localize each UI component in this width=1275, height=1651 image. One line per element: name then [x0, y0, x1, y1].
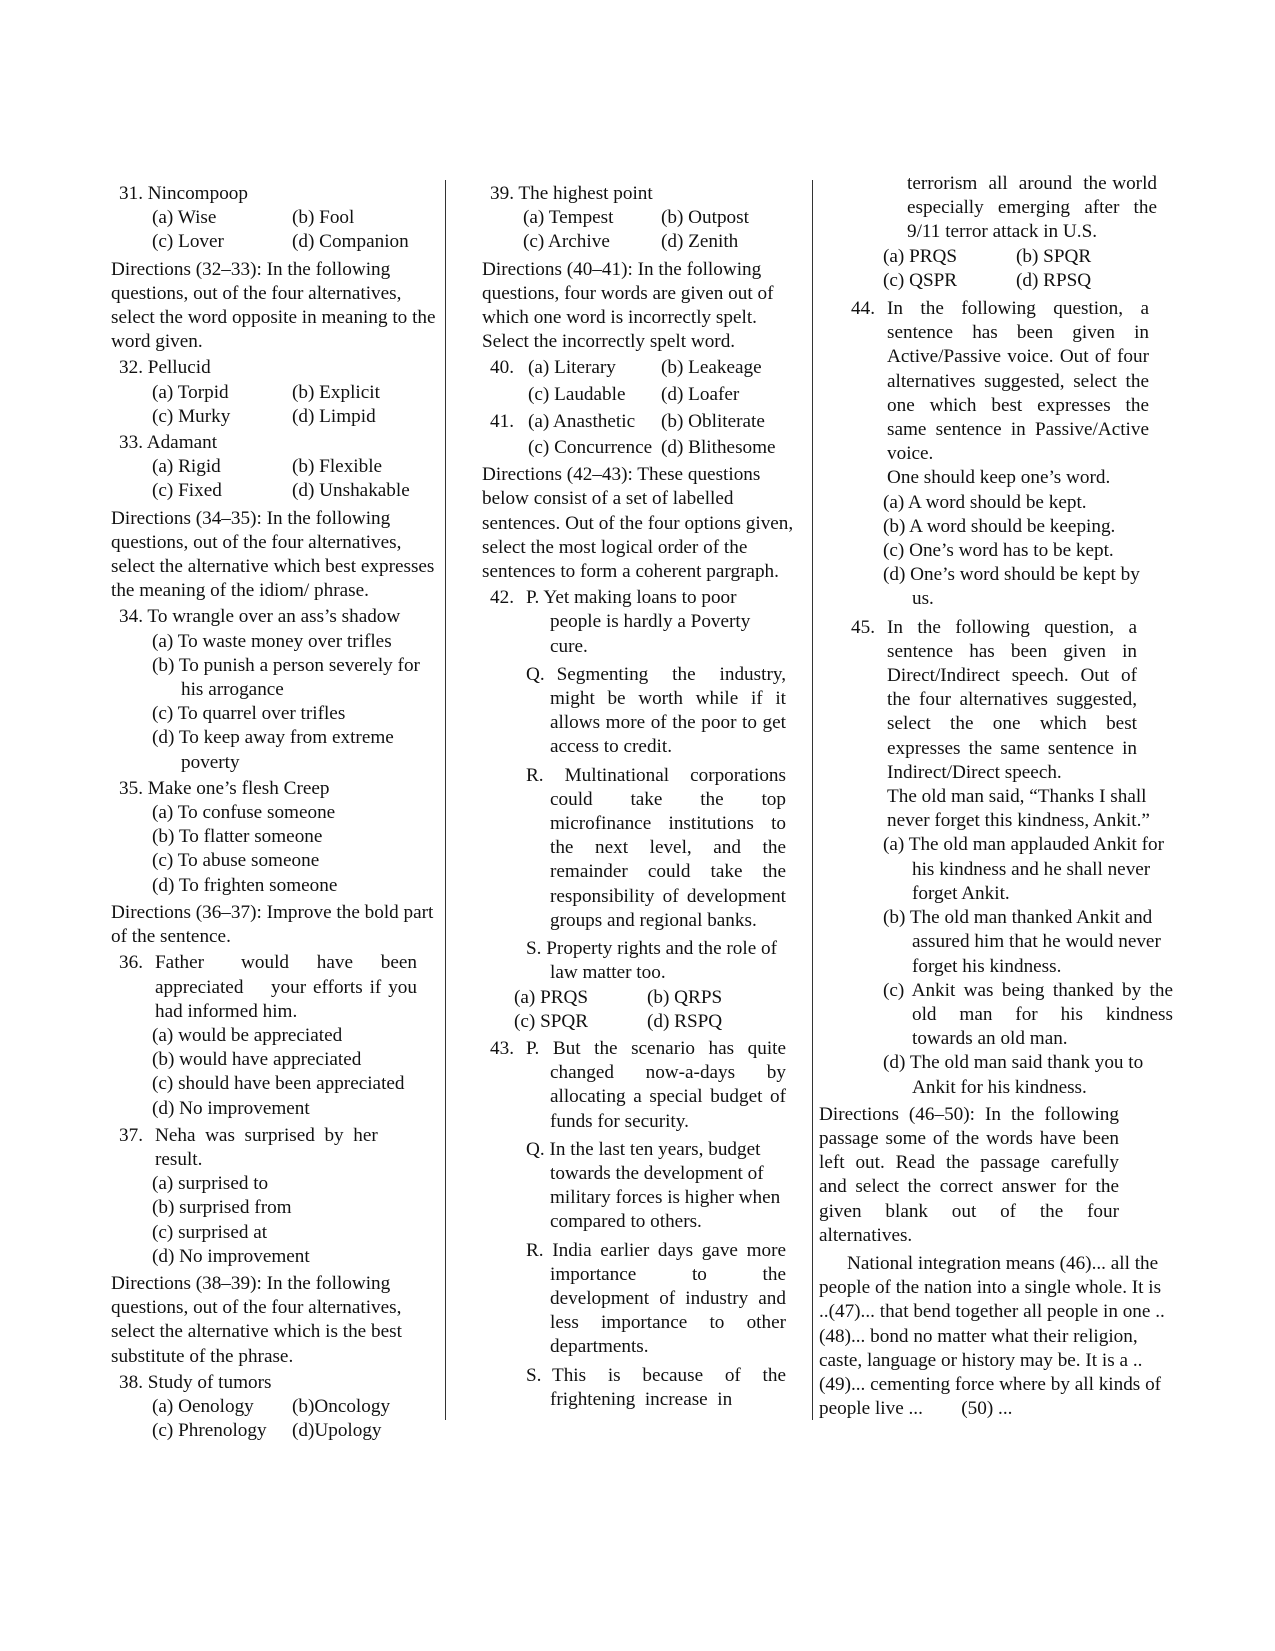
- column-1: [111, 180, 441, 1443]
- sentence-s: S. This is because of the frightening increase in: [526, 1364, 791, 1410]
- question-38: [111, 1371, 441, 1444]
- question-33: [111, 431, 441, 504]
- question-34: [111, 605, 441, 774]
- question-number: 43.: [490, 1037, 514, 1059]
- option-b: (b) To flatter someone: [152, 826, 323, 848]
- option-a: (a) The old man applauded Ankit for his kindness and he shall never forget Ankit.: [883, 834, 1164, 904]
- question-head: 34. To wrangle over an ass’s shadow: [119, 606, 401, 628]
- sentence-s: S. Property rights and the role of law matter too.: [526, 938, 777, 984]
- option-a: (a) To confuse someone: [152, 802, 336, 824]
- option-d: (d) To keep away from extreme poverty: [152, 727, 394, 773]
- option-b: (b) The old man thanked Ankit and assured him that he would never forget his kindness.: [883, 907, 1161, 977]
- option-c: (c) Archive: [523, 231, 610, 253]
- option-a: (a) PRQS: [514, 986, 589, 1008]
- option-a: (a) To waste money over trifles: [152, 630, 392, 652]
- question-number: 41.: [490, 410, 514, 432]
- question-head: 39. The highest point: [490, 183, 653, 204]
- option-d: (d) The old man said thank you to Ankit for his kindness.: [883, 1052, 1144, 1098]
- option-b: (b) Fool: [292, 207, 355, 229]
- question-number: 36.: [119, 952, 143, 974]
- question-36: [119, 951, 441, 1120]
- option-d: (d) Loafer: [661, 383, 740, 405]
- option-d: (d) Zenith: [661, 231, 739, 253]
- directions-32-33: Directions (32–33): In the following questions, out of the four alternatives, select the word opposite in meaning to the word given.: [111, 258, 436, 353]
- option-c: (c) Ankit was being thanked by the old man for his kindness towards an old man.: [883, 979, 1178, 1050]
- option-a: (a) would be appreciated: [152, 1024, 343, 1046]
- sentence-r: R. Multinational corporations could take the top microfinance institutions to the next level, and the remainder could take the responsibility of development groups and regional banks.: [526, 764, 791, 931]
- directions-34-35: Directions (34–35): In the following questions, out of the four alternatives, select the alternative which best expresses the meaning of the idiom/ phrase.: [111, 507, 435, 602]
- column-divider-left: [445, 180, 446, 1420]
- question-42: [490, 586, 802, 1034]
- question-44: [851, 297, 1211, 612]
- option-c: (c) QSPR: [883, 269, 958, 291]
- option-a: (a) Rigid: [152, 456, 221, 478]
- option-b: (b) SPQR: [1016, 245, 1092, 267]
- option-c: (c) To quarrel over trifles: [152, 703, 346, 725]
- option-d: (d) Companion: [292, 231, 409, 253]
- sentence-p: P. But the scenario has quite changed now-a-days by allocating a special budget of funds for security.: [526, 1037, 791, 1132]
- option-a: (a) A word should be kept.: [883, 491, 1087, 513]
- option-a: (a) surprised to: [152, 1173, 269, 1195]
- given-sentence: One should keep one’s word.: [887, 467, 1111, 489]
- option-b: (b) Explicit: [292, 381, 380, 403]
- question-45: [851, 616, 1211, 1100]
- question-37: [119, 1124, 441, 1269]
- option-a: (a) Torpid: [152, 381, 229, 403]
- question-number: 44.: [851, 298, 875, 320]
- sentence-q: Q. Segmenting the industry, might be worth while if it allows more of the poor to get access to credit.: [526, 663, 791, 758]
- option-a: (a) PRQS: [883, 245, 958, 267]
- column-2: [482, 180, 802, 1412]
- option-c: (c) Phrenology: [152, 1420, 267, 1442]
- question-40: [490, 356, 802, 406]
- sentence-r: R. India earlier days gave more importance to the development of industry and less importance to other departments.: [526, 1239, 791, 1358]
- sentence-p: P. Yet making loans to poor people is hardly a Poverty cure.: [526, 587, 751, 657]
- question-31: [111, 182, 441, 255]
- option-b: (b) Obliterate: [661, 410, 765, 432]
- option-c: (c) Concurrence: [528, 437, 653, 459]
- option-d: (d) RSPQ: [647, 1010, 723, 1032]
- column-divider-right: [812, 180, 813, 1420]
- option-c: (c) should have been appreciated: [152, 1073, 405, 1095]
- question-head: 31. Nincompoop: [119, 183, 248, 204]
- sentence-q: Q. In the last ten years, budget towards the development of military forces is higher when compared to others.: [526, 1138, 781, 1233]
- option-b: (b) A word should be keeping.: [883, 515, 1116, 537]
- option-c: (c) Fixed: [152, 480, 222, 502]
- question-43-continued: terrorism all around the world especially emerging after the 9/11 terror attack in U.S.: [907, 173, 1162, 243]
- option-a: (a) Oenology: [152, 1395, 254, 1417]
- question-head: 32. Pellucid: [119, 357, 211, 379]
- option-c: (c) Murky: [152, 405, 231, 427]
- directions-38-39: Directions (38–39): In the following questions, out of the four alternatives, select the alternative which is the best substitute of the phrase.: [111, 1272, 402, 1367]
- option-d: (d) No improvement: [152, 1245, 310, 1267]
- column-3: [819, 172, 1211, 1421]
- option-b: (b) Leakeage: [661, 357, 762, 379]
- option-b: (b) would have appreciated: [152, 1049, 362, 1071]
- option-b: (b) To punish a person severely for his arrogance: [152, 654, 420, 701]
- question-text: In the following question, a sentence has been given in Direct/Indirect speech. Out of the four alternatives suggested, select the one which best expresses the same sentence in Indirect/Direct speech.: [887, 616, 1142, 783]
- directions-40-41: Directions (40–41): In the following questions, four words are given out of which one word is incorrectly spelt. Select the incorrectly spelt word.: [482, 258, 774, 353]
- option-a: (a) Wise: [152, 207, 217, 229]
- question-head: 33. Adamant: [119, 432, 218, 454]
- option-b: (b)Oncology: [292, 1395, 391, 1417]
- question-number: 42.: [490, 587, 514, 609]
- question-39: [482, 182, 802, 255]
- option-b: (b) Flexible: [292, 456, 383, 478]
- option-d: (d) Unshakable: [292, 480, 410, 502]
- option-d: (d) To frighten someone: [152, 874, 338, 896]
- passage: National integration means (46)... all the people of the nation into a single whole. It is ..(47)... that bend together all people in one ..(48)... bond no matter what their religion, caste, language or history may be. It is a ..(49)... cementing force where by all kinds of people live ... (50) ...: [819, 1252, 1166, 1420]
- option-c: (c) Laudable: [528, 383, 626, 405]
- option-d: (d) RPSQ: [1016, 269, 1092, 291]
- option-c: (c) To abuse someone: [152, 850, 320, 872]
- directions-46-50: Directions (46–50): In the following passage some of the words have been left out. Read the passage carefully and select the correct answer for the given blank out of the four alternatives.: [819, 1103, 1124, 1246]
- given-sentence: The old man said, “Thanks I shall never forget this kindness, Ankit.”: [887, 786, 1150, 832]
- option-c: (c) Lover: [152, 231, 224, 253]
- option-a: (a) Anasthetic: [528, 410, 636, 432]
- question-head: 35. Make one’s flesh Creep: [119, 777, 330, 799]
- option-a: (a) Tempest: [523, 207, 614, 229]
- question-text: Father would have been appreciated your efforts if you had informed him.: [155, 952, 422, 1022]
- option-c: (c) SPQR: [514, 1010, 589, 1032]
- directions-36-37: Directions (36–37): Improve the bold part of the sentence.: [111, 901, 434, 948]
- question-number: 40.: [490, 357, 514, 379]
- option-b: (b) QRPS: [647, 986, 723, 1008]
- option-a: (a) Literary: [528, 357, 616, 379]
- option-c: (c) surprised at: [152, 1221, 268, 1243]
- directions-42-43: Directions (42–43): These questions below consist of a set of labelled sentences. Out of the four options given, select the most logical order of the sentences to form a coherent pargraph.: [482, 464, 794, 583]
- option-d: (d) Limpid: [292, 405, 376, 427]
- question-41: [490, 410, 802, 460]
- question-number: 37.: [119, 1124, 143, 1146]
- option-d: (d) No improvement: [152, 1097, 310, 1119]
- option-c: (c) One’s word has to be kept.: [883, 540, 1114, 562]
- question-text: Neha was surprised by her result.: [155, 1124, 383, 1170]
- question-text: In the following question, a sentence has been given in Active/Passive voice. Out of four alternatives suggested, select the one which best expresses the same sentence in Passive/Active voice.: [887, 298, 1154, 465]
- question-number: 45.: [851, 616, 875, 638]
- option-d: (d)Upology: [292, 1420, 382, 1442]
- option-d: (d) Blithesome: [661, 437, 776, 459]
- question-32: [111, 356, 441, 429]
- option-b: (b) Outpost: [661, 207, 749, 229]
- option-d: (d) One’s word should be kept by us.: [883, 564, 1140, 610]
- question-43: [490, 1037, 802, 1412]
- question-head: 38. Study of tumors: [119, 1371, 272, 1393]
- question-35: [111, 777, 441, 898]
- option-b: (b) surprised from: [152, 1197, 292, 1219]
